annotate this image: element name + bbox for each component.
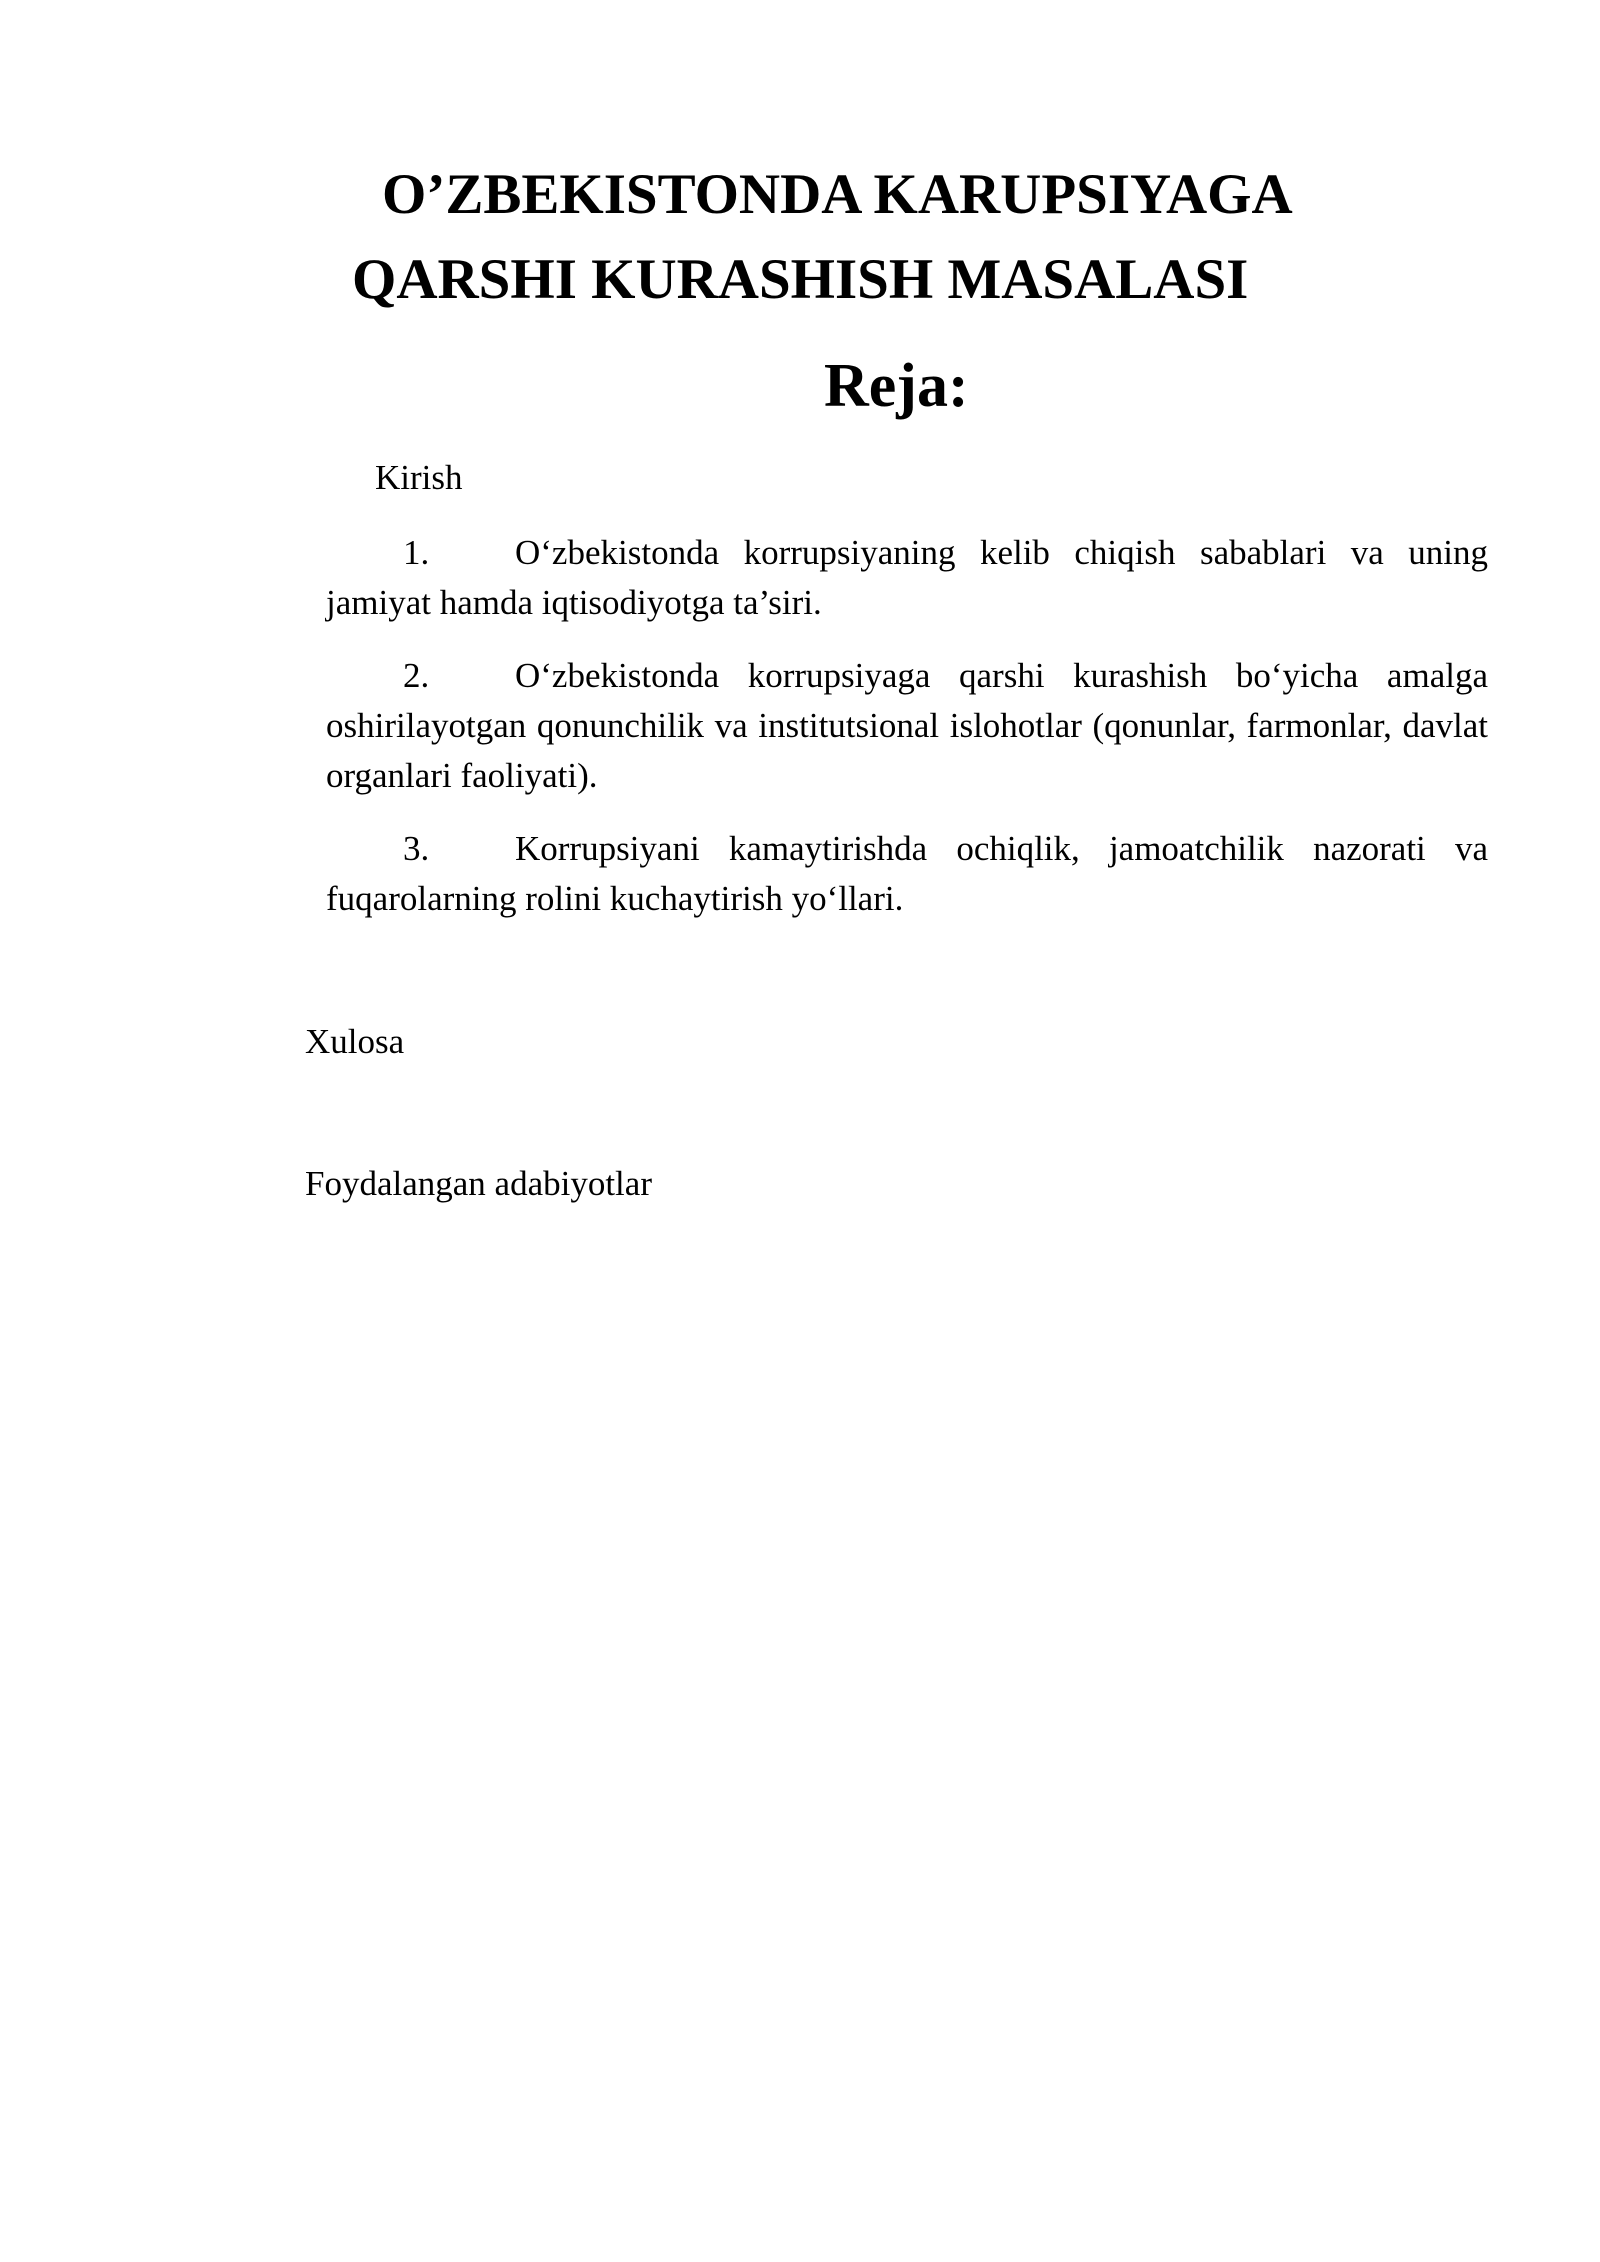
intro-label: Kirish [375, 458, 463, 497]
plan-heading: Reja: [824, 352, 969, 420]
plan-item-1 [326, 528, 1488, 628]
plan-item-number: 2. [403, 656, 430, 695]
plan-item-number: 1. [403, 533, 430, 572]
references-label: Foydalangan adabiyotlar [305, 1164, 652, 1203]
plan-list [326, 528, 1488, 947]
plan-item-text: Korrupsiyani kamaytirishda ochiqlik, jamoatchilik nazorati va fuqarolarning rolini kuchaytirish yo‘llari. [326, 829, 1488, 918]
conclusion-label: Xulosa [305, 1022, 405, 1061]
plan-item-2 [326, 651, 1488, 801]
document-title-line-1: O’ZBEKISTONDA KARUPSIYAGA [382, 163, 1293, 226]
plan-item-number: 3. [403, 829, 430, 868]
plan-item-3 [326, 824, 1488, 924]
plan-item-text: O‘zbekistonda korrupsiyaning kelib chiqish sabablari va uning jamiyat hamda iqtisodiyotga ta’siri. [326, 533, 1488, 622]
document-title-line-2: QARSHI KURASHISH MASALASI [352, 248, 1249, 311]
plan-item-text: O‘zbekistonda korrupsiyaga qarshi kurashish bo‘yicha amalga oshirilayotgan qonunchilik va institutsional islohotlar (qonunlar, farmonlar, davlat organlari faoliyati). [326, 656, 1488, 795]
